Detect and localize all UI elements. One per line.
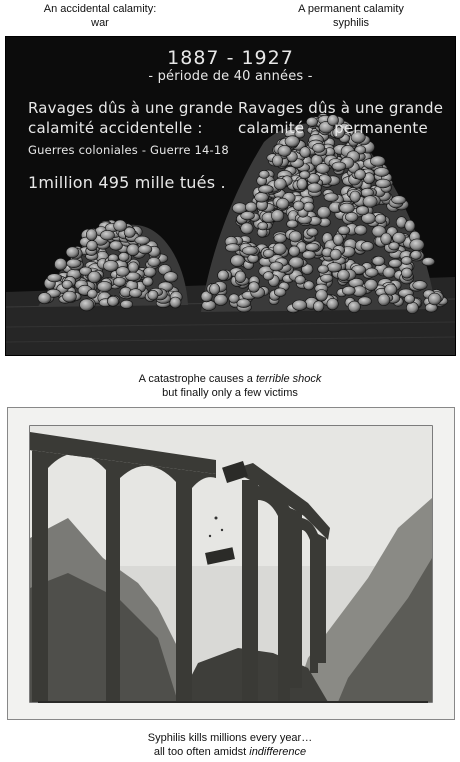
skull-shape [381, 233, 392, 245]
skull-shape [404, 295, 414, 304]
skull-shape [47, 274, 61, 282]
poster-accidental-line2: calamité accidentelle : [28, 119, 203, 137]
skull-shape [277, 198, 289, 209]
skull-shape [338, 270, 350, 281]
skull-shape [270, 262, 283, 271]
caption-catastrophe-emphasis: terrible shock [256, 373, 322, 385]
skull-shape [305, 243, 319, 251]
skull-shape [259, 185, 274, 193]
skull-shape [321, 274, 333, 282]
skull-piles-illustration [6, 37, 455, 355]
skull-shape [345, 212, 358, 221]
skull-shape [273, 243, 286, 255]
skull-shape [289, 246, 300, 257]
skull-shape [307, 228, 318, 236]
skull-shape [333, 234, 343, 246]
skull-shape [143, 277, 153, 286]
skull-shape [389, 259, 402, 267]
skull-shape [376, 179, 391, 188]
skull-shape [210, 284, 220, 295]
skull-shape [138, 245, 152, 254]
skull-shape [285, 136, 299, 147]
skull-shape [405, 220, 415, 232]
skull-shape [148, 290, 158, 300]
skull-shape [101, 230, 115, 240]
skull-shape [356, 206, 369, 215]
skull-shape [365, 268, 378, 277]
skull-shape [242, 247, 257, 255]
skull-shape [324, 193, 338, 202]
caption-accidental-line1: An accidental calamity: [43, 3, 157, 15]
skull-shape [350, 191, 360, 202]
broken-viaduct-illustration [8, 408, 454, 719]
skull-shape [235, 271, 246, 283]
caption-catastrophe-line2: but finally only a few victims [162, 387, 298, 399]
skull-shape [231, 255, 245, 267]
skull-shape [295, 276, 305, 285]
skull-shape [170, 297, 181, 308]
skull-shape [55, 258, 67, 270]
skull-shape [121, 300, 133, 308]
skull-shape [263, 249, 274, 257]
skull-shape [255, 192, 269, 202]
skull-shape [361, 242, 374, 251]
skull-shape [248, 282, 259, 293]
skull-shape [330, 249, 341, 260]
skull-shape [406, 302, 418, 313]
skull-shape [297, 178, 307, 190]
skull-shape [66, 247, 79, 258]
skull-shape [410, 239, 424, 251]
caption-syphilis-line1: Syphilis kills millions every year… [147, 732, 313, 744]
skull-shape [300, 147, 311, 158]
skull-shape [332, 162, 346, 171]
skull-shape [87, 240, 98, 250]
skull-shape [86, 229, 97, 241]
skull-shape [392, 196, 406, 204]
caption-permanent-line2: syphilis [332, 17, 370, 29]
skull-shape [128, 262, 138, 273]
skull-shape [263, 272, 273, 281]
skull-shape [88, 271, 101, 283]
skull-shape [304, 281, 314, 290]
skull-shape [80, 299, 94, 311]
skull-shape [241, 212, 255, 220]
skull-shape [272, 155, 282, 167]
skull-shape [401, 257, 412, 265]
skull-shape [342, 286, 355, 295]
skull-shape [214, 294, 227, 305]
skull-shape [355, 170, 366, 180]
skull-shape [422, 258, 435, 266]
skull-shape [129, 289, 142, 298]
skull-shape [241, 223, 253, 234]
skull-shape [164, 272, 178, 282]
skull-shape [237, 299, 251, 308]
skull-shape [358, 297, 371, 306]
skull-shape [385, 284, 397, 295]
skull-shape [103, 260, 118, 271]
caption-catastrophe [80, 372, 380, 400]
skull-shape [274, 178, 286, 190]
skull-shape [313, 143, 325, 152]
skull-shape [355, 225, 367, 235]
skull-shape [389, 242, 400, 250]
skull-shape [413, 281, 427, 290]
skull-shape [316, 290, 328, 302]
skull-shape [428, 293, 441, 305]
skull-shape [148, 257, 160, 266]
caption-permanent-calamity [262, 2, 440, 30]
skull-shape [289, 231, 302, 242]
skull-shape [278, 145, 291, 156]
skull-shape [116, 267, 129, 277]
skull-shape [218, 270, 229, 281]
viaduct-panel [7, 407, 455, 720]
skull-shape [318, 265, 329, 273]
caption-permanent-line1: A permanent calamity [298, 3, 404, 15]
skull-shape [401, 268, 412, 278]
poster-panel [5, 36, 456, 356]
skull-shape [245, 202, 257, 212]
poster-death-count: 1million 495 mille tués . [28, 173, 226, 192]
skull-shape [303, 202, 314, 212]
skull-shape [62, 280, 72, 289]
skull-shape [292, 300, 306, 310]
skull-shape [317, 207, 330, 219]
skull-shape [114, 220, 127, 231]
caption-syphilis-emphasis: indifference [249, 746, 307, 758]
skull-shape [114, 277, 126, 286]
skull-shape [63, 291, 77, 302]
skull-shape [67, 259, 81, 268]
caption-catastrophe-line1 [80, 372, 380, 386]
skull-shape [340, 203, 355, 213]
caption-catastrophe-text: A catastrophe causes a [138, 373, 256, 385]
poster-accidental-wars: Guerres coloniales - Guerre 14-18 [28, 143, 229, 157]
skull-shape [370, 156, 385, 166]
skull-shape [363, 196, 377, 208]
skull-shape [365, 279, 378, 290]
poster-permanent-line1: Ravages dûs à une grande [238, 99, 444, 117]
skull-shape [375, 214, 386, 224]
skull-shape [38, 293, 51, 304]
skull-shape [383, 267, 395, 278]
skull-shape [258, 222, 268, 230]
skull-shape [271, 210, 283, 222]
skull-shape [202, 300, 216, 310]
skull-shape [308, 183, 322, 193]
skull-shape [274, 288, 286, 297]
skull-shape [378, 294, 390, 306]
skull-shape [226, 244, 241, 252]
poster-accidental-line1: Ravages dûs à une grande [28, 99, 234, 117]
skull-shape [127, 244, 139, 256]
skull-shape [373, 256, 385, 266]
skull-shape [135, 236, 150, 244]
skull-shape [107, 296, 118, 306]
caption-accidental-line2: war [91, 17, 109, 29]
caption-syphilis [80, 731, 380, 759]
skull-shape [274, 234, 286, 243]
skull-shape [144, 267, 156, 277]
skull-shape [87, 289, 97, 298]
skull-shape [327, 298, 338, 309]
poster-years: 1887 - 1927 [167, 47, 294, 69]
skull-shape [119, 252, 130, 261]
poster-period: - période de 40 années - [148, 69, 313, 84]
skull-shape [293, 201, 304, 211]
caption-syphilis-text: all too often amidst [153, 746, 250, 758]
skull-shape [302, 251, 315, 259]
skull-shape [338, 226, 350, 235]
skull-shape [411, 251, 422, 260]
skull-shape [97, 281, 111, 291]
skull-shape [259, 170, 269, 178]
skull-shape [374, 167, 389, 176]
caption-accidental-calamity [20, 2, 180, 30]
caption-syphilis-line2 [80, 745, 380, 759]
poster-permanent-line2: calamité permanente [238, 119, 428, 137]
skull-shape [299, 171, 310, 179]
